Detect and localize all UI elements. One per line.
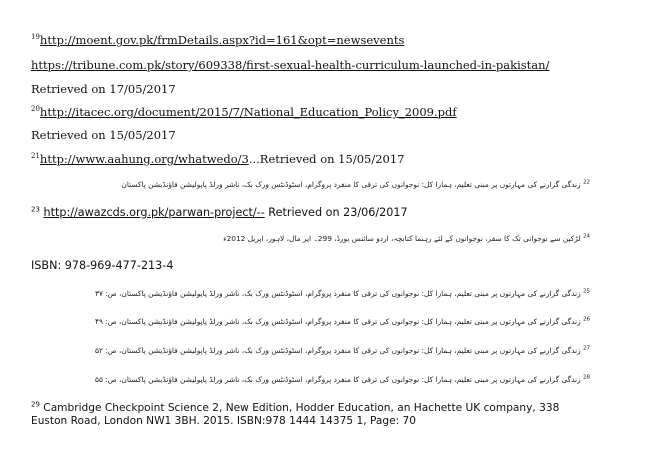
footnote-27 <box>31 346 590 355</box>
footnote-number: 19 <box>31 33 40 42</box>
footnote-21 <box>31 152 590 166</box>
footnote-25 <box>31 289 590 298</box>
footnote-number: 26 <box>583 316 590 323</box>
footnote-link[interactable]: http://awazcds.org.pk/parwan-project/-- <box>43 206 265 219</box>
footnote-28 <box>31 375 590 384</box>
footnote-number: 25 <box>583 288 590 295</box>
footnote-text-urdu: زندگی گزارنے کی مہارتوں پر مبنی تعلیم، ہمارا کل: نوجوانوں کی ترقی کا منفرد پروگرام، اسٹوڈنٹس ورک بک، ناشر ورلڈ پاپولیشن فاؤنڈیشن پاکستان، ص: ۳۷ <box>94 289 581 298</box>
footnote-22 <box>31 180 590 189</box>
footnote-24 <box>31 234 590 243</box>
footnote-number: 27 <box>583 345 590 352</box>
footnote-26 <box>31 317 590 326</box>
footnote-20 <box>31 105 590 119</box>
footnote-text-urdu: لڑکپن سے نوجوانی تک کا سفر، نوجوانوں کے لئے رہنما کتابچہ، اردو سائنس بورڈ، 299۔ اپر مال، لاہور، اپریل 2012ء <box>223 234 581 243</box>
footnote-number: 29 <box>31 400 40 409</box>
footnote-number: 28 <box>583 374 590 381</box>
footnote-23 <box>31 206 590 219</box>
footnote-number: 23 <box>31 205 40 214</box>
footnote-link[interactable]: http://itacec.org/document/2015/7/National_Education_Policy_2009.pdf <box>39 105 457 119</box>
retrieved-date: Retrieved on 17/05/2017 <box>31 82 176 96</box>
footnote-19-link-2 <box>31 58 590 72</box>
footnote-number: 22 <box>583 179 590 186</box>
footnote-link[interactable]: http://moent.gov.pk/frmDetails.aspx?id=161&opt=newsevents <box>39 33 405 47</box>
footnote-number: 20 <box>31 105 40 114</box>
retrieved-date: Retrieved on 15/05/2017 <box>31 128 176 142</box>
footnote-text: Cambridge Checkpoint Science 2, New Edition, Hodder Education, an Hachette UK company, 338 Euston Road, London NW1 3BH. 2015. ISBN:978 1444 14375 1, Page: 70 <box>31 402 560 427</box>
footnote-number: 24 <box>583 233 590 240</box>
footnote-text-urdu: زندگی گزارنے کی مہارتوں پر مبنی تعلیم، ہمارا کل: نوجوانوں کی ترقی کا منفرد پروگرام، اسٹوڈنٹس ورک بک، ناشر ورلڈ پاپولیشن فاؤنڈیشن پاکستان، ص: ۴۹ <box>94 317 581 326</box>
retrieved-date: Retrieved on 23/06/2017 <box>264 206 408 219</box>
isbn-line: ISBN: 978-969-477-213-4 <box>31 259 174 272</box>
footnote-19 <box>31 33 590 47</box>
footnote-link[interactable]: https://tribune.com.pk/story/609338/first-sexual-health-curriculum-launched-in-pakistan/ <box>31 58 550 72</box>
footnote-text-urdu: زندگی گزارنے کی مہارتوں پر مبنی تعلیم، ہمارا کل: نوجوانوں کی ترقی کا منفرد پروگرام، اسٹوڈنٹس ورک بک، ناشر ورلڈ پاپولیشن فاؤنڈیشن پاکستان، ص: ۵۵ <box>94 375 581 384</box>
footnote-link[interactable]: http://www.aahung.org/whatwedo/3 <box>39 152 249 166</box>
footnote-number: 21 <box>31 152 40 161</box>
retrieved-date: ...Retrieved on 15/05/2017 <box>248 152 405 166</box>
footnote-text-urdu: زندگی گزارنے کی مہارتوں پر مبنی تعلیم، ہمارا کل: نوجوانوں کی ترقی کا منفرد پروگرام، اسٹوڈنٹس ورک بک، ناشر ورلڈ پاپولیشن فاؤنڈیشن پاکستان، ص: ۵۲ <box>94 346 581 355</box>
footnote-text-urdu: زندگی گزارنے کی مہارتوں پر مبنی تعلیم، ہمارا کل: نوجوانوں کی ترقی کا منفرد پروگرام، اسٹوڈنٹس ورک بک، ناشر ورلڈ پاپولیشن فاؤنڈیشن پاکستان <box>121 180 581 189</box>
footnote-29 <box>31 402 582 428</box>
